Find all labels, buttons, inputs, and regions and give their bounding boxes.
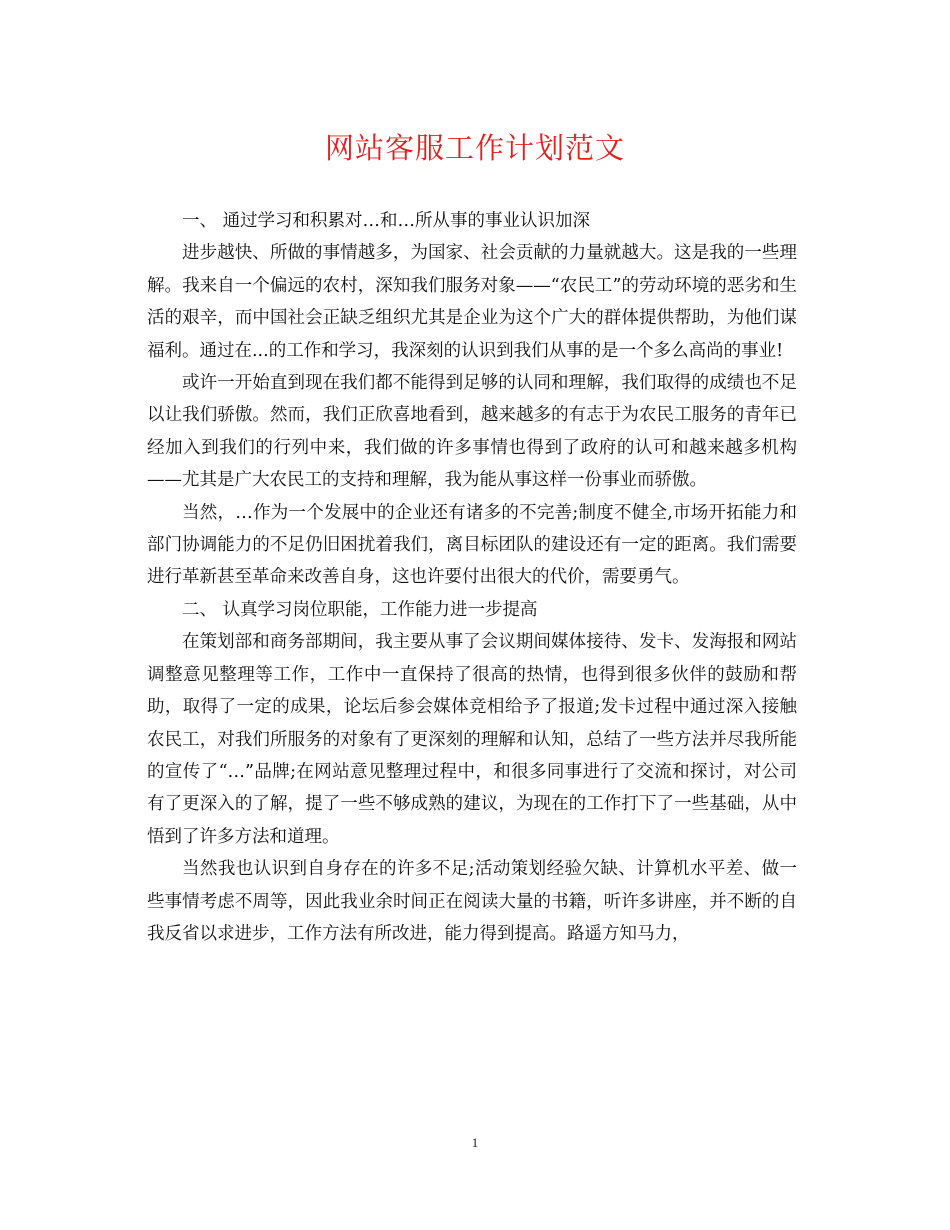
paragraph: 在策划部和商务部期间，我主要从事了会议期间媒体接待、发卡、发海报和网站调整意见整理等工作，工作中一直保持了很高的热情，也得到很多伙伴的鼓励和帮助，取得了一定的成果，论坛后参会媒体竞相给予了报道;发卡过程中通过深入接触农民工，对我们所服务的对象有了更深刻的理解和认知，总结了一些方法并尽我所能的宣传了“…”品牌;在网站意见整理过程中，和很多同事进行了交流和探讨，对公司有了更深入的了解，提了一些不够成熟的建议，为现在的工作打下了一些基础，从中悟到了许多方法和道理。 — [147, 632, 797, 847]
paragraph: 或许一开始直到现在我们都不能得到足够的认同和理解，我们取得的成绩也不足以让我们骄傲。然而，我们正欣喜地看到，越来越多的有志于为农民工服务的青年已经加入到我们的行列中来，我们做的许多事情也得到了政府的认可和越来越多机构——尤其是广大农民工的支持和理解，我为能从事这样一份事业而骄傲。 — [147, 373, 797, 491]
page-number: 1 — [471, 1135, 479, 1150]
document-title: 网站客服工作计划范文 — [324, 131, 625, 165]
section-heading-2: 二、 认真学习岗位职能，工作能力进一步提高 — [182, 599, 538, 620]
paragraph: 当然我也认识到自身存在的许多不足;活动策划经验欠缺、计算机水平差、做一些事情考虑不周等，因此我业余时间正在阅读大量的书籍，听许多讲座，并不断的自我反省以求进步，工作方法有所改进，能力得到提高。路遥方知马力， — [147, 859, 797, 944]
paragraph: 当然，…作为一个发展中的企业还有诸多的不完善;制度不健全,市场开拓能力和部门协调能力的不足仍旧困扰着我们，离目标团队的建设还有一定的距离。我们需要进行革新甚至革命来改善自身，这也许要付出很大的代价，需要勇气。 — [147, 502, 797, 588]
document-body — [147, 205, 797, 950]
section-heading-1: 一、 通过学习和积累对…和…所从事的事业认识加深 — [182, 211, 591, 231]
paragraph: 进步越快、所做的事情越多，为国家、社会贡献的力量就越大。这是我的一些理解。我来自一个偏远的农村，深知我们服务对象——“农民工”的劳动环境的恶劣和生活的艰辛，而中国社会正缺乏组织尤其是企业为这个广大的群体提供帮助，为他们谋福利。通过在...的工作和学习，我深刻的认识到我们从事的是一个多么高尚的事业! — [147, 243, 797, 361]
